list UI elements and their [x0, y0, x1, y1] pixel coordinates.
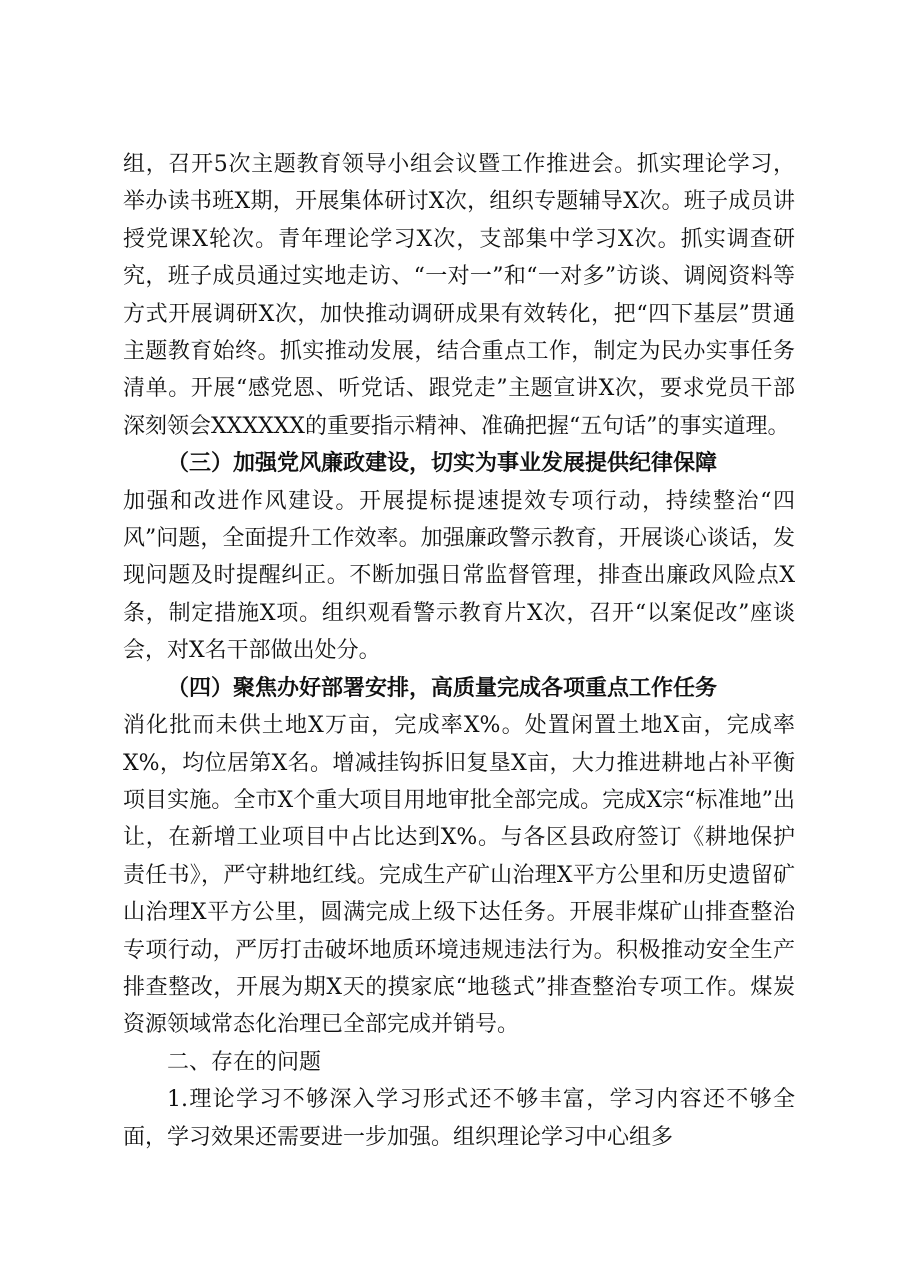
heading-section-3: （三）加强党风廉政建设，切实为事业发展提供纪律保障: [167, 450, 718, 477]
paragraph-issue-1: 1.理论学习不够深入学习形式还不够丰富，学习内容还不够全面，学习效果还需要进一步加强。组织理论学习中心组多: [123, 1087, 795, 1150]
heading-section-4: （四）聚焦办好部署安排，高质量完成各项重点工作任务: [167, 674, 718, 701]
paragraph-section-4: 消化批而未供土地X万亩，完成率X%。处置闲置土地X亩，完成率X%，均位居第X名。增减挂钩拆旧复垦X亩，大力推进耕地占补平衡项目实施。全市X个重大项目用地审批全部完成。完成X宗“标准地”出让，在新增工业项目中占比达到X%。与各区县政府签订《耕地保护责任书》，严守耕地红线。完成生产矿山治理X平方公里和历史遗留矿山治理X平方公里，圆满完成上级下达任务。开展非煤矿山排查整治专项行动，严厉打击破坏地质环境违规违法行为。积极推动安全生产排查整改，开展为期X天的摸家底“地毯式”排查整治专项工作。煤炭资源领域常态化治理已全部完成并销号。: [123, 713, 795, 1038]
paragraph-intro: 组，召开5次主题教育领导小组会议暨工作推进会。抓实理论学习，举办读书班X期，开展集体研讨X次，组织专题辅导X次。班子成员讲授党课X轮次。青年理论学习X次，支部集中学习X次。抓实调查研究，班子成员通过实地走访、“一对一”和“一对多”访谈、调阅资料等方式开展调研X次，加快推动调研成果有效转化，把“四下基层”贯通主题教育始终。抓实推动发展，结合重点工作，制定为民办实事任务清单。开展“感党恩、听党话、跟党走”主题宣讲X次，要求党员干部深刻领会XXXXXX的重要指示精神、准确把握“五句话”的事实道理。: [123, 152, 795, 439]
document-body: [123, 146, 795, 1156]
paragraph-section-3: 加强和改进作风建设。开展提标提速提效专项行动，持续整治“四风”问题，全面提升工作效率。加强廉政警示教育，开展谈心谈话，发现问题及时提醒纠正。不断加强日常监督管理，排查出廉政风险点X条，制定措施X项。组织观看警示教育片X次，召开“以案促改”座谈会，对X名干部做出处分。: [123, 488, 795, 664]
section-title-problems: 二、存在的问题: [167, 1049, 322, 1075]
